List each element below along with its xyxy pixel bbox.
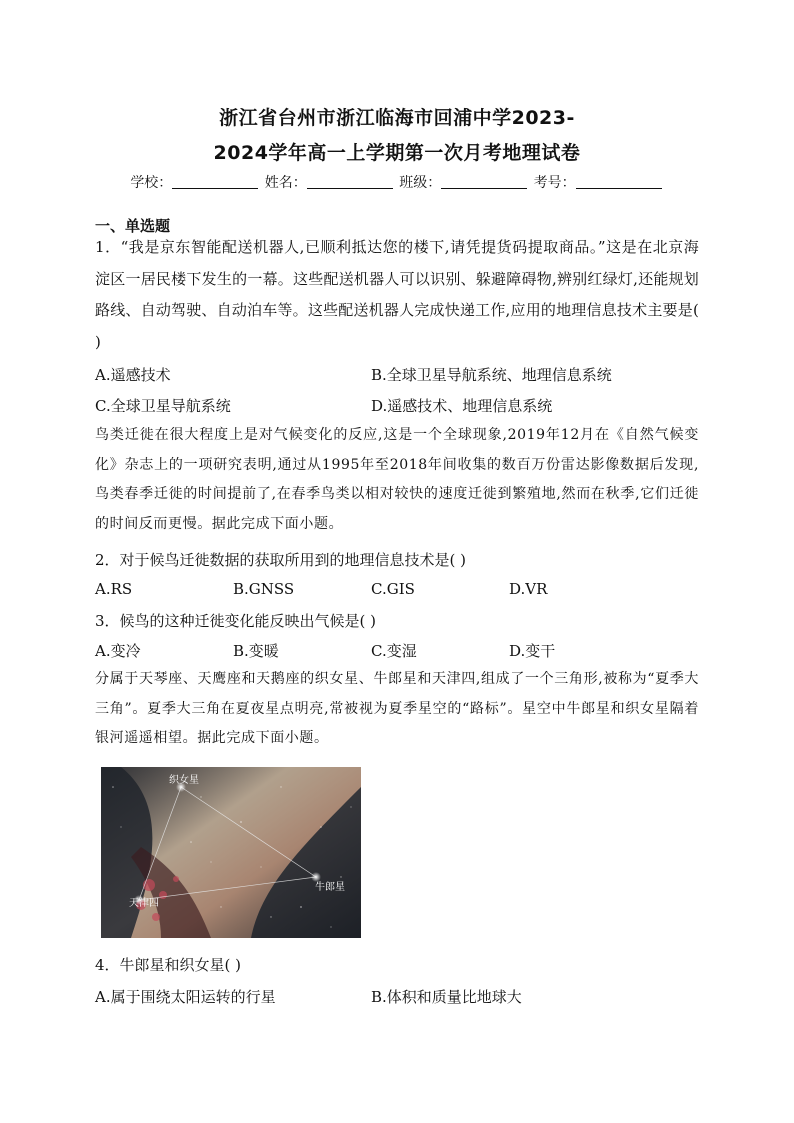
student-info-fields (0, 172, 794, 192)
question-2-stem: 2．对于候鸟迁徙数据的获取所用到的地理信息技术是( ) (95, 551, 467, 569)
school-blank[interactable] (172, 174, 258, 189)
exam-title-line1: 浙江省台州市浙江临海市回浦中学2023- (219, 107, 575, 129)
exam-number-blank[interactable] (576, 174, 662, 189)
exam-number-label: 考号： (533, 175, 576, 191)
question-1-stem: 1．“我是京东智能配送机器人,已顺利抵达您的楼下,请凭提货码提取商品。”这是在北京海淀区一居民楼下发生的一幕。这些配送机器人可以识别、躲避障碍物,辨别红绿灯,还能规划路线、自动驾驶、自动泊车等。这些配送机器人完成快递工作,应用的地理信息技术主要是( ) (95, 238, 699, 351)
star-map-image (101, 767, 361, 938)
class-blank[interactable] (441, 174, 527, 189)
question-3-stem: 3．候鸟的这种迁徙变化能反映出气候是( ) (95, 612, 377, 630)
q4-option-b: B.体积和质量比地球大 (371, 988, 522, 1006)
exam-title-line2: 2024学年高一上学期第一次月考地理试卷 (213, 142, 581, 164)
q3-option-b: B.变暖 (233, 642, 279, 660)
name-label: 姓名： (264, 175, 307, 191)
vega-label: 织女星 (169, 775, 199, 786)
q4-option-a: A.属于围绕太阳运转的行星 (95, 988, 276, 1006)
school-label: 学校： (130, 175, 173, 191)
q1-option-c: C.全球卫星导航系统 (95, 397, 231, 415)
summer-triangle-photo (101, 767, 361, 938)
q3-option-c: C.变湿 (371, 642, 417, 660)
q1-option-a: A.遥感技术 (95, 366, 171, 384)
class-label: 班级： (399, 175, 442, 191)
material-bird-migration: 鸟类迁徙在很大程度上是对气候变化的反应,这是一个全球现象,2019年12月在《自然气候变化》杂志上的一项研究表明,通过从1995年至2018年间收集的数百万份雷达影像数据后发现,鸟类春季迁徙的时间提前了,在春季鸟类以相对较快的速度迁徙到繁殖地,然而在秋季,它们迁徙的时间反而更慢。据此完成下面小题。 (95, 427, 699, 532)
q2-option-d: D.VR (509, 580, 548, 598)
section-heading: 一、单选题 (95, 217, 171, 235)
q2-option-b: B.GNSS (233, 580, 295, 598)
q3-option-a: A.变冷 (95, 642, 141, 660)
q3-option-d: D.变干 (509, 642, 556, 660)
question-4-stem: 4．牛郎星和织女星( ) (95, 956, 242, 974)
altair-label: 牛郎星 (315, 882, 345, 893)
deneb-label: 天津四 (129, 898, 159, 909)
q2-option-c: C.GIS (371, 580, 415, 598)
q1-option-b: B.全球卫星导航系统、地理信息系统 (371, 366, 612, 384)
altair-star (311, 872, 321, 882)
q1-option-d: D.遥感技术、地理信息系统 (371, 397, 553, 415)
name-blank[interactable] (307, 174, 393, 189)
q2-option-a: A.RS (95, 580, 133, 598)
material-summer-triangle: 分属于天琴座、天鹰座和天鹅座的织女星、牛郎星和天津四,组成了一个三角形,被称为“夏季大三角”。夏季大三角在夏夜星点明亮,常被视为夏季星空的“路标”。星空中牛郎星和织女星隔着银河遥遥相望。据此完成下面小题。 (95, 671, 699, 746)
